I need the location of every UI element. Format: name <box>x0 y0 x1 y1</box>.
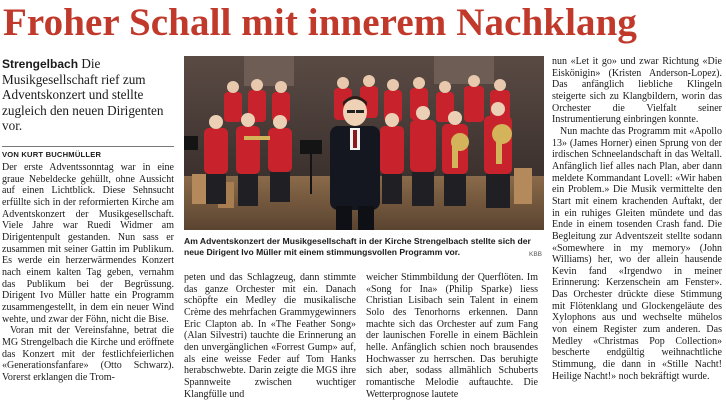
paragraph: Nun machte das Programm mit «Apollo 13» (James Horner) einen Sprung von der irdischen Schneelandschaft in das Weltall. Anfänglich lief alles nach Plan, aber dann meldete Kommandant Lovell: «Wir haben ein Problem.» Die Musik vermittelte den Start mit einem krachenden Auftakt, der in ein ruhiges Gleiten mündete und das Ende in einem tosenden Crash fand. Die Begleitung zur Adventszeit stellte sodann «Somewhere in my memory» (John Williams) her, wo der allein hausende Kevin fand «Irgendwo in meiner Erinnerung: Kerzenschein am Fenster». Das Orchester drückte diese Stimmung mit Flötenklang und Glockengeläute des Xylophons aus und wechselte mühelos von einem Register zum anderen. Das Medley «Christmas Pop Collection» bescherte endgültig weihnachtliche Stimmung, die dann in «Stille Nacht! Heilige Nacht!» noch bekräftigt wurde. <box>552 125 722 382</box>
paragraph: peten und das Schlagzeug, dann stimmte das ganze Orchester mit ein. Danach schöpfte ein Medley die musikalische Crème des mehrfachen Grammygewinners Eric Clapton ab. In «The Feather Song» (Alan Silvestri) tauchte die Erinnerung an den unvergänglichen «Forrest Gump» auf, als eine weisse Feder auf Tom Hanks herabschwebte. Darin zeigte die MGS ihre Spannweite zwischen wuchtiger Klangfülle und <box>184 272 356 400</box>
lead-paragraph <box>2 56 174 133</box>
text-column-3 <box>366 272 538 400</box>
photo-caption: Am Adventskonzert der Musikgesellschaft in der Kirche Strengelbach stellte sich der neue Dirigent Ivo Müller mit einem stimmungsvollen Programm vor. <box>184 236 531 257</box>
paragraph: nun «Let it go» und zwar Richtung «Die Eiskönigin» (Kristen Anderson-Lopez). Das anfänglich liebliche Klingeln steigerte sich zu Klangbildern, worin das Orchester die Vielfalt seiner Instrumentierung einbringen konnte. <box>552 56 722 126</box>
lead-text: Die Musikgesellschaft rief zum Adventskonzert und stellte zugleich den neuen Dirigenten vor. <box>2 56 164 133</box>
byline: VON KURT BUCHMÜLLER <box>2 146 174 160</box>
band-photo-illustration <box>184 56 544 230</box>
paragraph: Voran mit der Vereinsfahne, betrat die MG Strengelbach die Kirche und eröffnete das Konzert mit der festlichfeierlichen «Generationsfanfare» (Otto Schwarz). Vorerst erklangen die Trom- <box>2 325 174 383</box>
paragraph: weicher Stimmbildung der Querflöten. Im «Song for Ina» (Philip Sparke) liess Christian Lisibach sein Talent in einem Solo des Tenorhorns erkennen. Dann machte sich das Orchester auf zum Fang der launischen Forelle in einem Bächlein helle. Anfänglich schien noch brausendes Hochwasser zu herrschen. Das beruhigte sich aber, sodass allmählich Schuberts romantische Melodie auftauchte. Die Wetterprognose lautete <box>366 272 538 400</box>
concert-photo <box>184 56 544 230</box>
paragraph: Der erste Adventssonntag war in eine graue Nebeldecke gehüllt, ohne Aussicht auf einen Lichtblick. Diese Sehnsucht erfüllte sich in der reformierten Kirche am Adventskonzert der Musikgesellschaft. Viele Jahre war Ruedi Widmer am Dirigentenpult gestanden. Nun sass er zusammen mit seiner Gattin im Publikum. Es werde ein herzerwärmendes Konzert nach einem kalten Tag geben, vernahm das Publikum bei der Begrüssung. Dirigent Ivo Müller hatte ein Programm zusammengestellt, in dem ein neuer Wind wehte, und zwar der Föhn, nicht die Bise. <box>2 162 174 325</box>
photo-credit: KBB <box>528 251 542 258</box>
lead-place: Strengelbach <box>2 57 79 71</box>
text-column-1 <box>2 162 174 383</box>
headline: Froher Schall mit innerem Nachklang <box>3 1 638 44</box>
text-column-4 <box>552 56 722 382</box>
text-column-2 <box>184 272 356 400</box>
